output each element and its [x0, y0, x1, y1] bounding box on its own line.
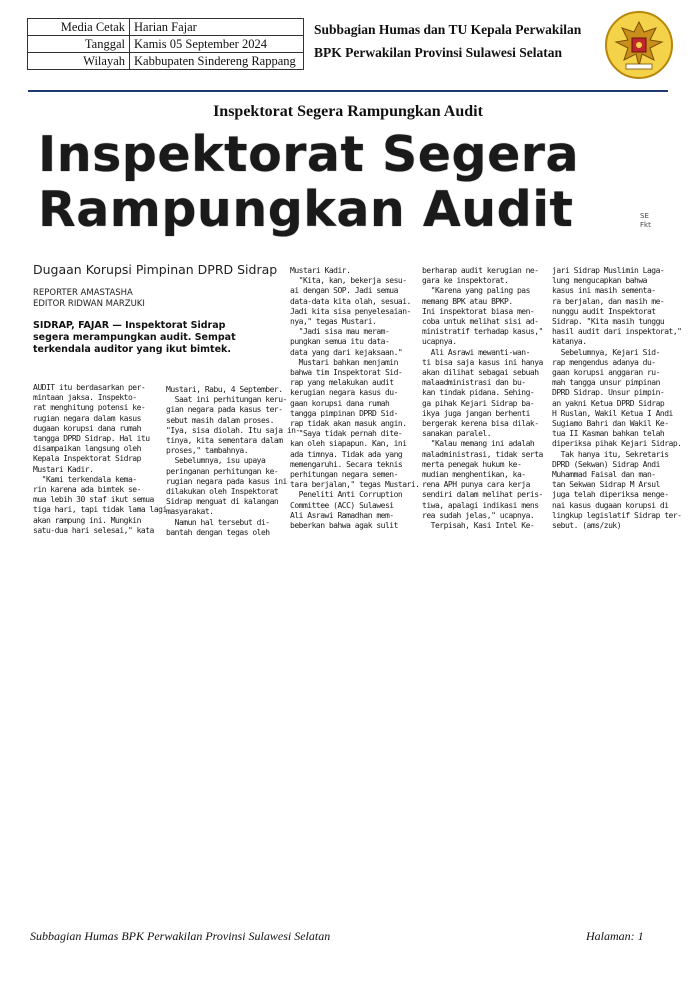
- article-subheadline: Dugaan Korupsi Pimpinan DPRD Sidrap: [33, 262, 278, 277]
- footer-office: Subbagian Humas BPK Perwakilan Provinsi Sulawesi Selatan: [30, 929, 331, 943]
- media-info-table: [27, 18, 304, 70]
- media-value: Harian Fajar: [130, 19, 304, 36]
- article-column-4: berharap audit kerugian ne- gara ke inspektorat. "Karena yang paling pas memang BPK atau BPKP. Ini inspektorat biasa men- coba untuk melihat sisi ad- ministratif terhadap kasus," ucapnya. Ali Asrawi mewanti-wan- ti bisa saja kasus ini hanya akan dilihat sebagai sebuah malaadministrasi dan bu- kan tindak pidana. Sehing- ga pihak Kejari Sidrap ba- ikya juga jangan berhenti bergerak kerena bisa dilak- sanakan paralel. "Kalau memang ini adalah maladministrasi, tidak serta merta penegak hukum ke- mudian menghentikan, ka- rena APH punya cara kerja sendiri dalam melihat peris- tiwa, apalagi indikasi mens rea sudah jelas," ucapnya. Terpisah, Kasi Intel Ke-: [422, 266, 543, 531]
- article-column-5: jari Sidrap Muslimin Laga- lung mengucapkan bahwa kasus ini masih sementa- ra berjalan, dan masih me- nunggu audit Inspektorat Sidrap. "Kita masih tunggu hasil audit dari inspektorat," katanya. Sebelumnya, Kejari Sid- rap mengendus adanya du- gaan korupsi anggaran ru- mah tangga unsur pimpinan DPRD Sidrap. Unsur pimpin- an yakni Ketua DPRD Sidrap H Ruslan, Wakil Ketua I Andi Sugiamo Bahri dan Wakil Ke- tua II Kasman bahkan telah diperiksa pihak Kejari Sidrap. Tak hanya itu, Sekretaris DPRD (Sekwan) Sidrap Andi Muhammad Faisal dan man- tan Sekwan Sidrap M Arsul juga telah diperiksa menge- nai kasus dugaan korupsi di lingkup legislatif Sidrap ter- sebut. (ams/zuk): [552, 266, 682, 531]
- article-column-1: AUDIT itu berdasarkan per- mintaan jaksa. Inspekto- rat menghitung potensi ke- rugian negara dalam kasus dugaan korupsi dana rumah tangga DPRD Sidrap. Hal itu disampaikan langsung oleh Kepala Inspektorat Sidrap Mustari Kadir. "Kami terkendala kema- rin karena ada bimtek se- mua lebih 30 staf ikut semua tiga hari, tapi tidak lama lagi akan rampung ini. Mungkin satu-dua hari selesai," kata: [33, 383, 167, 535]
- office-header: [314, 18, 581, 64]
- headline-line-1: Inspektorat Segera: [38, 126, 580, 183]
- byline: [33, 288, 145, 310]
- document-title: Inspektorat Segera Rampungkan Audit: [213, 103, 483, 120]
- date-value: Kamis 05 September 2024: [130, 36, 304, 53]
- article-column-2: Mustari, Rabu, 4 September. Saat ini perhitungan keru- gian negara pada kasus ter- sebut masih dalam proses. "Iya, sisa diolah. Itu saja in- tinya, kita sementara dalam proses," tambahnya. Sebelumnya, isu upaya peringanan perhitungan ke- rugian negara pada kasus ini dilakukan oleh Inspektorat Sidrap menguat di kalangan masyarakat. Namun hal tersebut di- bantah dengan tegas oleh: [166, 385, 300, 537]
- office-line-1: Subbagian Humas dan TU Kepala Perwakilan: [314, 22, 582, 37]
- photo-credit: SE Fkt: [640, 212, 651, 229]
- date-row: [28, 36, 304, 53]
- article-lede: SIDRAP, FAJAR — Inspektorat Sidrap segera merampungkan audit. Sempat terkendala auditor yang ikut bimtek.: [33, 320, 236, 355]
- media-label: Media Cetak: [28, 19, 130, 36]
- region-row: [28, 53, 304, 70]
- region-label: Wilayah: [28, 53, 130, 70]
- region-value: Kabbupaten Sindereng Rappang: [130, 53, 304, 70]
- date-label: Tanggal: [28, 36, 130, 53]
- garuda-emblem-icon: [604, 10, 674, 80]
- page-number: Halaman: 1: [586, 929, 644, 943]
- headline-line-2: Rampungkan Audit: [38, 181, 574, 238]
- editor-line: EDITOR RIDWAN MARZUKI: [33, 299, 145, 309]
- article-column-3: Mustari Kadir. "Kita, kan, bekerja sesu- ai dengan SOP. Jadi semua data-data kita olah, sesuai. Jadi kita sisa penyelesaian- nya," tegas Mustari. "Jadi sisa mau meram- pungkan semua itu data- data yang dari kejaksaan." Mustari bahkan menjamin bahwa tim Inspektorat Sid- rap yang melakukan audit kerugian negara kasus du- gaan korupsi dana rumah tangga pimpinan DPRD Sid- rap tidak akan masuk angin. "Saya tidak pernah dite- kan oleh siapapun. Kan, ini ada timnya. Tidak ada yang memengaruhi. Secara teknis perhitungan negara semen- tara berjalan," tegas Mustari. Peneliti Anti Corruption Committee (ACC) Sulawesi Ali Asrawi Ramadhan mem- beberkan bahwa agak sulit: [290, 266, 420, 531]
- article-headline: [38, 127, 638, 237]
- office-line-2: BPK Perwakilan Provinsi Sulawesi Selatan: [314, 45, 563, 60]
- media-row: [28, 19, 304, 36]
- reporter-line: REPORTER AMASTASHA: [33, 288, 133, 298]
- header-divider: [28, 90, 668, 92]
